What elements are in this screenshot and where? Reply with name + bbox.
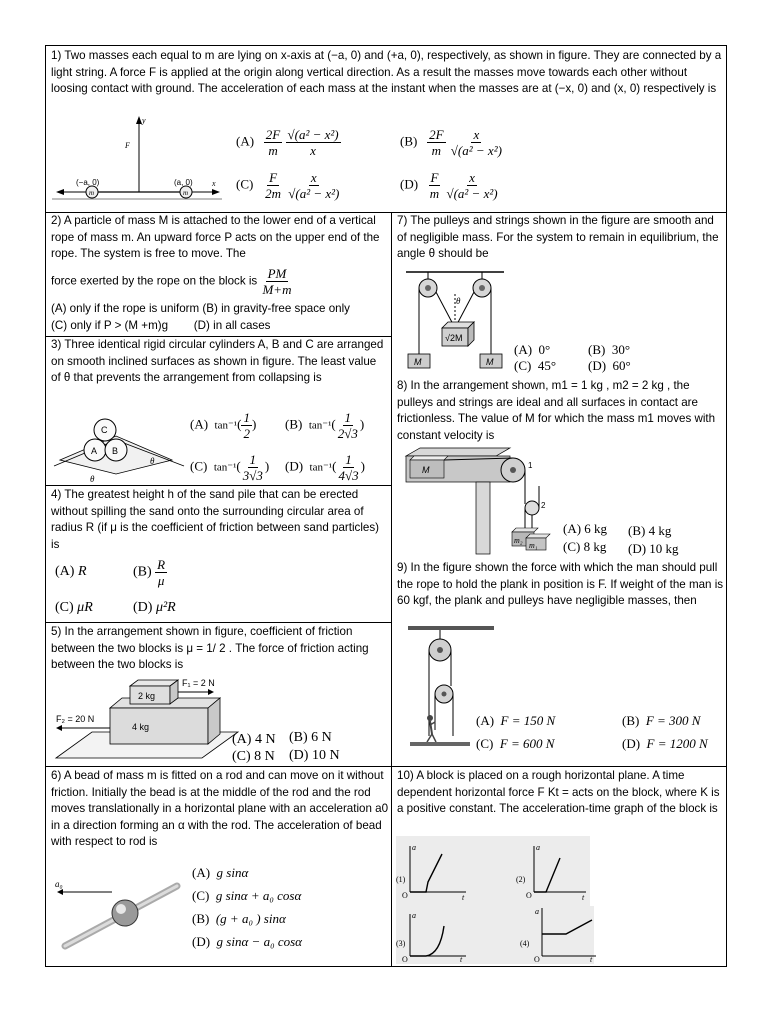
- q4-option-b: (B) $\frac{R}{\mu}$: [133, 557, 166, 588]
- q3-text: 3) Three identical rigid circular cylinders A, B and C are arranged on smooth inclined surfaces as shown in figure. The least value of θ that prevents the arrangement from collapsing is: [51, 338, 384, 384]
- q1-fig-y: y: [142, 116, 146, 125]
- q3-fig-theta1: θ: [150, 456, 155, 466]
- q10-g4-o: O: [534, 955, 540, 964]
- q2-options-line1: (A) only if the rope is uniform (B) in gravity-free space only: [51, 302, 350, 315]
- q2-text2: force exerted by the rope on the block is: [51, 274, 258, 288]
- q10-graphs: [396, 838, 600, 964]
- q1-option-d: (D) $\frac{F}{m}$ $\frac{x}{\text{√(a² − x²)}}$: [400, 170, 498, 201]
- q9-figure: [402, 626, 502, 748]
- q1-fig-f: F: [125, 141, 130, 150]
- q2-force-line: [51, 266, 391, 297]
- q1-fig-m-left: m: [89, 189, 95, 197]
- q7-fig-m-right: M: [486, 357, 494, 367]
- q10-g4-label: (4): [520, 939, 530, 948]
- q10-g4-t: t: [590, 955, 593, 964]
- q10-g2-label: (2): [516, 875, 526, 884]
- q3-option-a: (A) tan⁻¹( $\frac{1}{2}$ ): [190, 410, 257, 441]
- q3-fig-a: A: [91, 446, 98, 456]
- q7-option-b: (B) 30°: [588, 342, 631, 357]
- q9-option-c: (C) F = 600 N: [476, 736, 555, 751]
- q10-g3-a: a: [412, 911, 416, 920]
- q7-option-d: (D) 60°: [588, 358, 631, 373]
- q5-text: 5) In the arrangement shown in figure, coefficient of friction between the two blocks is μ = 1/ 2 . The force of friction acting between the two blocks is: [51, 625, 369, 671]
- q7-option-c: (C) 45°: [514, 358, 557, 373]
- q10-g1-a: a: [412, 843, 416, 852]
- q9-option-a: (A) F = 150 N: [476, 713, 556, 728]
- q5-fig-f2: F₂ = 20 N: [56, 714, 95, 724]
- q1-fig-x: x: [212, 179, 216, 188]
- q7-figure: [400, 268, 512, 374]
- q3-fig-c: C: [101, 425, 108, 435]
- q1-option-a: (A) $\frac{2F}{m}$ $\frac{\text{√(a² − x²)}}{x}$: [236, 127, 339, 158]
- q10-g4-a: a: [535, 907, 539, 916]
- q10-graph-2: [516, 843, 586, 902]
- q5-fig-f1: F₁ = 2 N: [182, 678, 215, 688]
- q5-option-a: (A) 4 N: [232, 732, 276, 747]
- q9-option-b: (B) F = 300 N: [622, 713, 701, 728]
- q10-graph-3: [396, 911, 466, 964]
- q7-text: 7) The pulleys and strings shown in the figure are smooth and of negligible mass. For the system to remain in equilibrium, the angle θ should be: [397, 214, 719, 260]
- q6-option-a: (A) g sinα: [192, 865, 249, 880]
- q1-text: 1) Two masses each equal to m are lying on x-axis at (−a, 0) and (+a, 0), respectively, as shown in figure. They are connected by a light string. A force F is applied at the origin along vertical direction. As a result the masses move towards each other without loosing contact with ground. The acceleration of each mass at the instant when the masses are at (−x, 0) and (x, 0) respectively is: [51, 49, 722, 95]
- q4-option-a: (A) R: [55, 564, 87, 579]
- q8-fig-m1: m₁: [529, 541, 538, 550]
- q1-figure: [52, 114, 222, 206]
- q8-fig-p2: 2: [541, 501, 546, 510]
- q8-option-c: (C) 8 kg: [563, 539, 607, 554]
- q10-g2-o: O: [526, 891, 532, 900]
- q8-fig-p1: 1: [528, 461, 533, 470]
- q6-option-c: (C) g sinα + a₀ cosα: [192, 888, 302, 903]
- q4-text: 4) The greatest height h of the sand pile that can be erected without spilling the sand onto the surrounding circular area of radius R (if μ is the coefficient of friction between sand particles) is: [51, 488, 380, 551]
- q10-graph-4: [520, 907, 596, 964]
- q5-figure: [52, 674, 242, 764]
- q9-text: 9) In the figure shown the force with which the man should pull the rope to hold the plank in position is F. If weight of the man is 60 kgf, the plank and pulleys have negligible masses, then: [397, 561, 724, 607]
- q3-option-d: (D) tan⁻¹( $\frac{1}{4√3}$ ): [285, 452, 365, 483]
- q8-figure: [400, 446, 560, 558]
- q5-option-d: (D) 10 N: [289, 748, 340, 763]
- q4-option-c: (C) μR: [55, 600, 93, 615]
- q8-option-a: (A) 6 kg: [563, 521, 608, 536]
- q8-fig-m: M: [422, 465, 430, 475]
- q1-option-c: (C) $\frac{F}{2m}$ $\frac{x}{\text{√(a² − x²)}}$: [236, 170, 340, 201]
- q6-option-d: (D) g sinα − a₀ cosα: [192, 934, 302, 949]
- q3-fig-theta2: θ: [90, 474, 95, 484]
- q5-fig-top: 2 kg: [138, 691, 156, 701]
- q9-option-d: (D) F = 1200 N: [622, 736, 708, 751]
- q3-fig-b: B: [112, 446, 119, 456]
- q10-g1-label: (1): [396, 875, 406, 884]
- q10-g1-o: O: [402, 891, 408, 900]
- q10-text: 10) A block is placed on a rough horizontal plane. A time dependent horizontal force F Kt = acts on the block, where K is a positive constant. The acceleration-time graph of the block is: [397, 769, 720, 815]
- q6-fig-a0: a₀: [55, 879, 63, 889]
- q10-g3-o: O: [402, 955, 408, 964]
- q1-fig-right: (a, 0): [174, 178, 193, 187]
- q8-fig-m2: m₂: [514, 536, 523, 545]
- q8-text: 8) In the arrangement shown, m1 = 1 kg , m2 = 2 kg , the pulleys and strings are ideal and all surfaces in contact are frictionless. The value of M for which the mass m1 moves with constant velocity is: [397, 379, 716, 442]
- q2-text: 2) A particle of mass M is attached to the lower end of a vertical rope of mass m. An upward force P acts on the upper end of the rope. The system is free to move. The: [51, 214, 380, 260]
- q1-option-b: (B) $\frac{2F}{m}$ $\frac{x}{\text{√(a² − x²)}}$: [400, 127, 502, 158]
- q10-g3-t: t: [460, 955, 463, 964]
- q1-fig-m-right: m: [183, 189, 189, 197]
- q4-option-d: (D) μ²R: [133, 600, 176, 615]
- q5-option-c: (C) 8 N: [232, 749, 275, 764]
- q7-fig-m-left: M: [414, 357, 422, 367]
- q5-fig-bottom: 4 kg: [132, 722, 150, 732]
- q6-text: 6) A bead of mass m is fitted on a rod and can move on it without friction. Initially the bead is at the middle of the rod and the rod moves translationally in a horizontal plane with an acceleration a0 in a direction forming an α with the rod. The acceleration of bead with respect to rod is: [51, 769, 389, 848]
- q10-graph-1: [396, 843, 466, 902]
- q7-fig-m2: √2M: [445, 333, 463, 343]
- q8-option-d: (D) 10 kg: [628, 541, 679, 556]
- q2-options-line2: (C) only if P > (M +m)g (D) in all cases: [51, 319, 271, 332]
- q5-option-b: (B) 6 N: [289, 730, 332, 745]
- q6-option-b: (B) (g + a₀ ) sinα: [192, 911, 286, 926]
- q10-g2-a: a: [536, 843, 540, 852]
- q1-fig-left: (−a, 0): [76, 178, 100, 187]
- q10-g2-t: t: [582, 893, 585, 902]
- q6-figure: [55, 870, 185, 958]
- q3-figure: [50, 402, 190, 484]
- q2-fraction: $\frac{PM}{M+m}$: [262, 266, 292, 297]
- q3-option-c: (C) tan⁻¹( $\frac{1}{3√3}$ ): [190, 452, 270, 483]
- q10-g1-t: t: [462, 893, 465, 902]
- q7-option-a: (A) 0°: [514, 342, 551, 357]
- q7-fig-theta: θ: [456, 296, 461, 306]
- q10-g3-label: (3): [396, 939, 406, 948]
- q3-option-b: (B) tan⁻¹( $\frac{1}{2√3}$ ): [285, 410, 365, 441]
- q8-option-b: (B) 4 kg: [628, 523, 672, 538]
